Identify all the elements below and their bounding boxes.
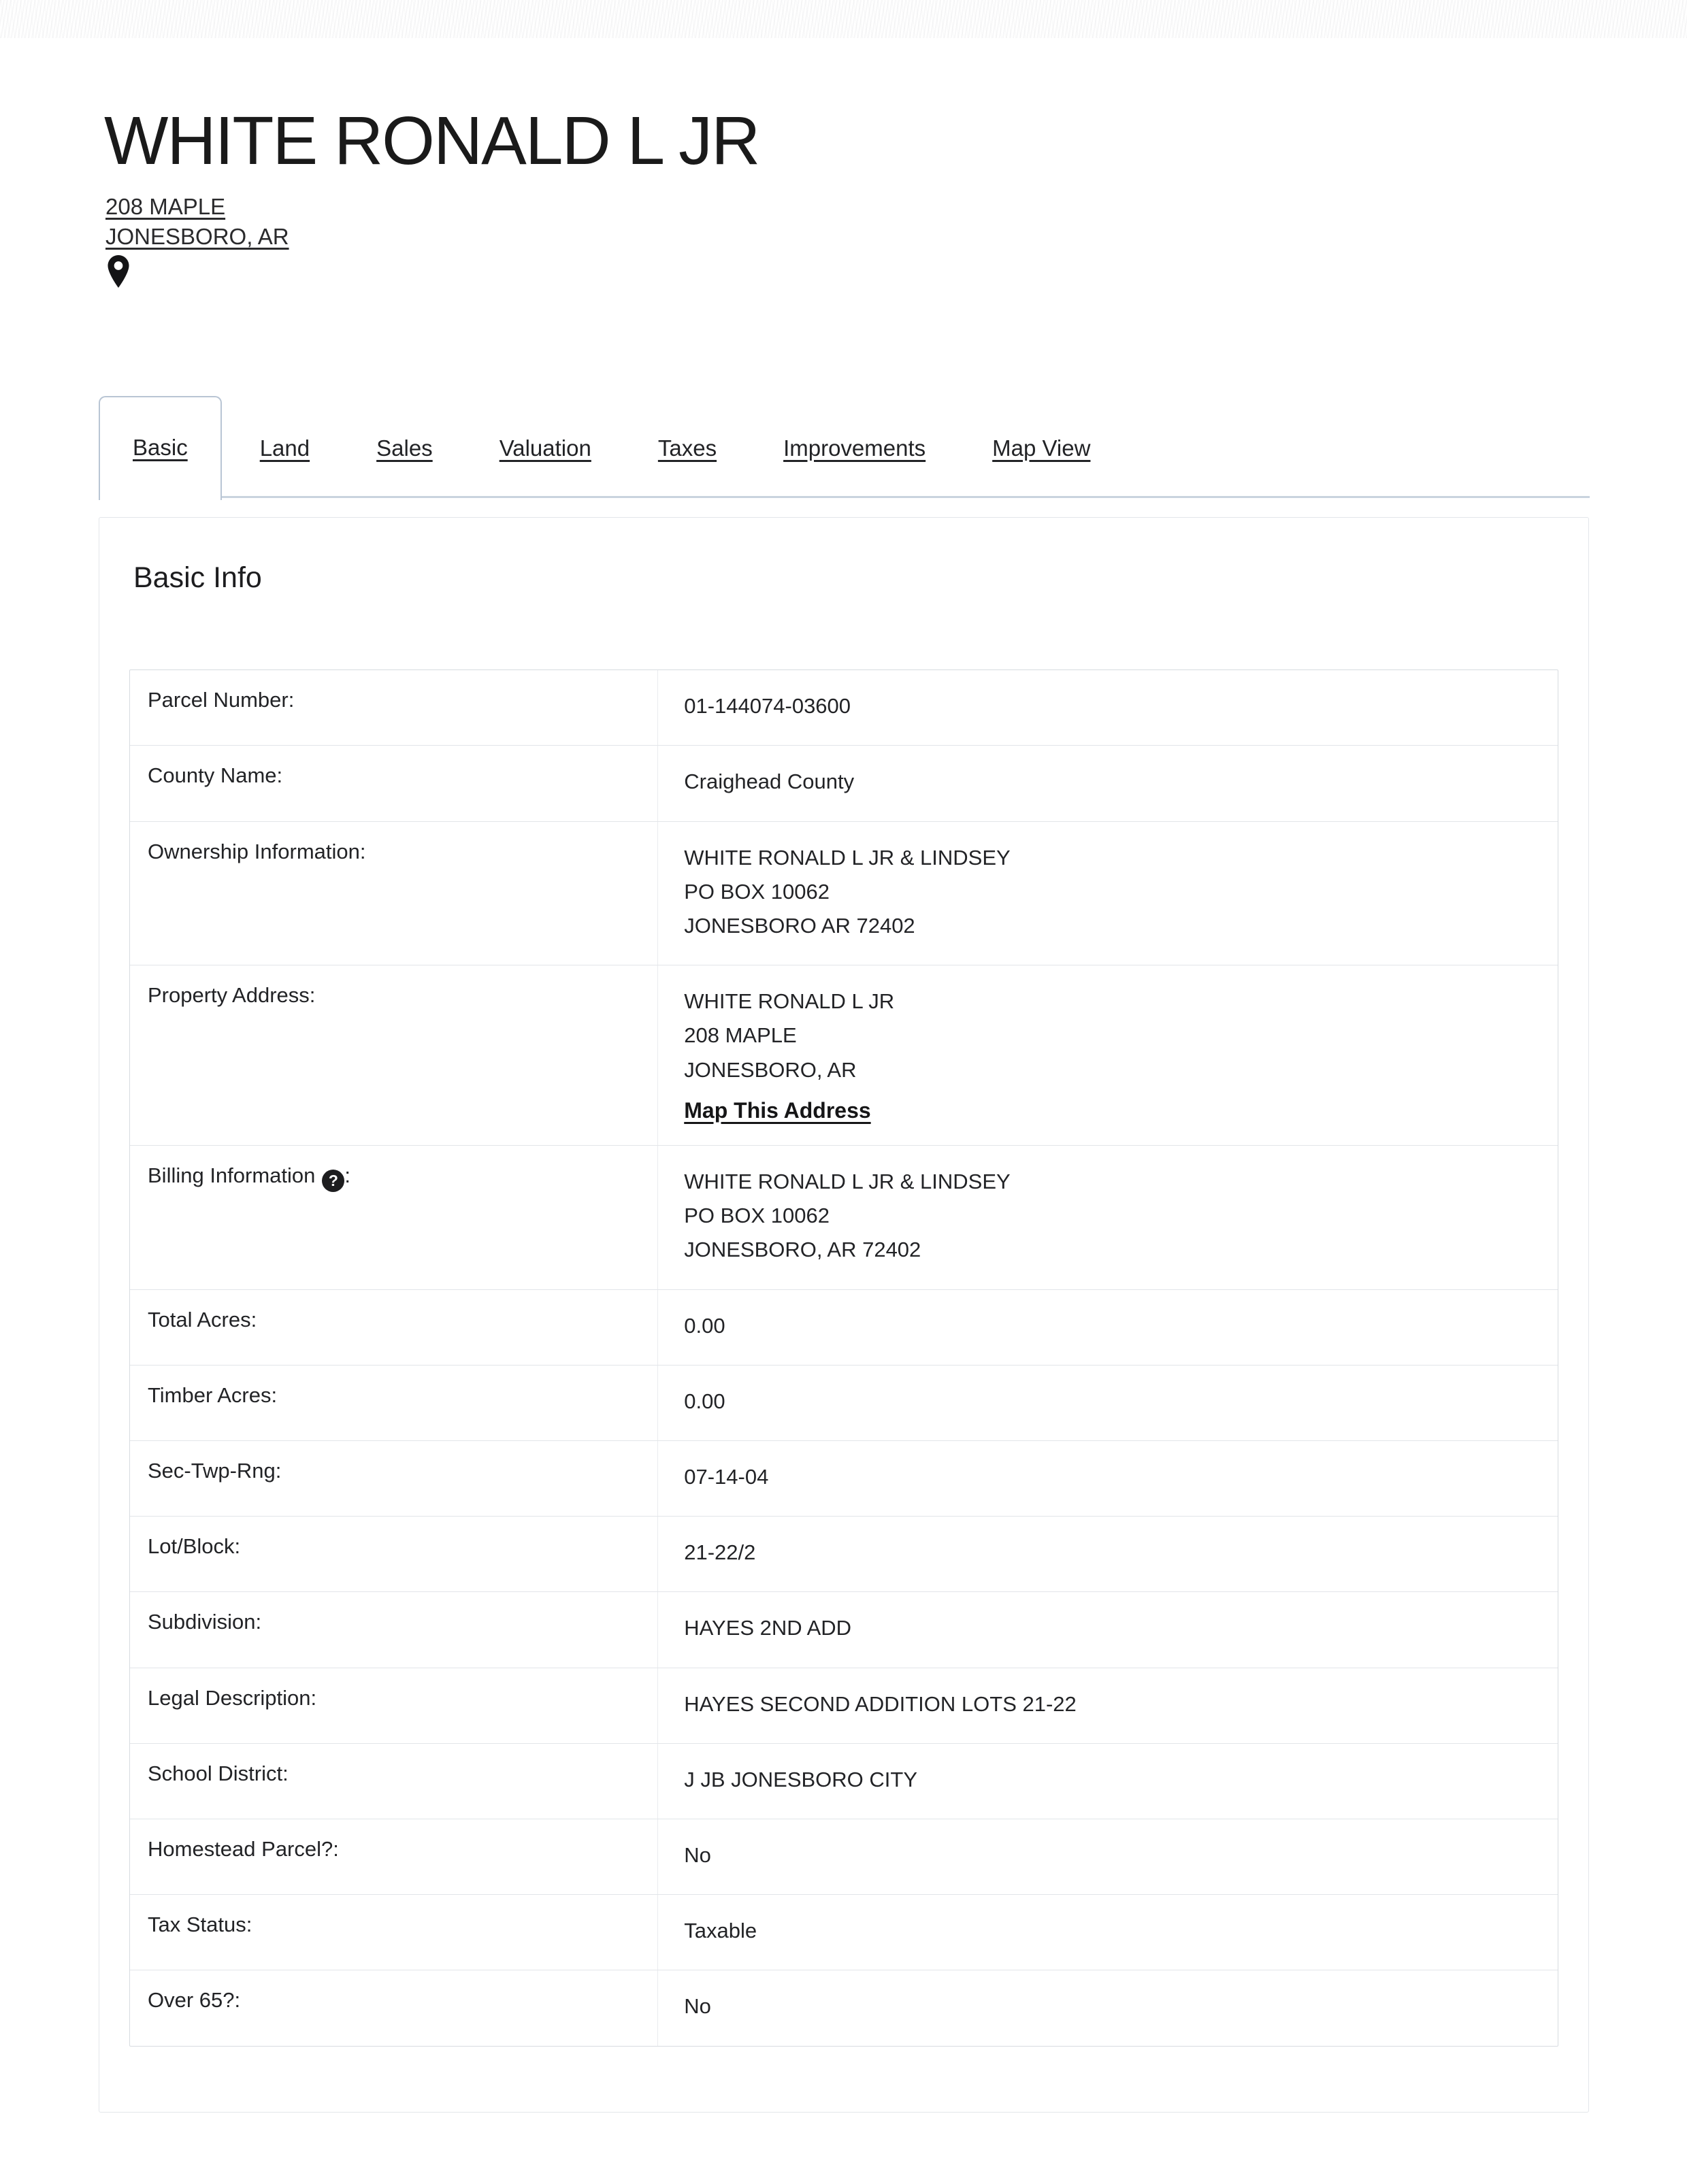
row-value-line: PO BOX 10062 <box>684 879 830 904</box>
row-label <box>130 670 658 745</box>
row-value-line: JONESBORO, AR <box>684 1057 857 1082</box>
table-row <box>130 1441 1558 1517</box>
row-label-text: School District: <box>148 1761 289 1785</box>
row-value <box>658 822 1558 965</box>
row-value-line: 21-22/2 <box>684 1540 756 1565</box>
row-value <box>658 1592 1558 1667</box>
row-label <box>130 1290 658 1365</box>
tab-taxes[interactable] <box>629 398 745 498</box>
table-row <box>130 746 1558 821</box>
tab-valuation[interactable] <box>471 398 620 498</box>
row-value <box>658 1819 1558 1894</box>
map-pin-icon[interactable] <box>107 255 1589 291</box>
help-icon[interactable]: ? <box>322 1170 344 1192</box>
row-value <box>658 965 1558 1145</box>
tab-label[interactable]: Sales <box>376 435 433 461</box>
row-value <box>658 1668 1558 1743</box>
tab-sales[interactable] <box>348 398 461 498</box>
row-label-text: Tax Status: <box>148 1913 252 1937</box>
table-row <box>130 965 1558 1146</box>
tab-label[interactable]: Taxes <box>657 435 717 461</box>
row-value-line: WHITE RONALD L JR & LINDSEY <box>684 845 1011 870</box>
address-street-link[interactable]: 208 MAPLE <box>105 194 226 219</box>
row-label <box>130 1146 658 1289</box>
row-value <box>658 1146 1558 1289</box>
row-value <box>658 1970 1558 2045</box>
row-value <box>658 670 1558 745</box>
row-value-line: WHITE RONALD L JR <box>684 989 895 1014</box>
page-title: WHITE RONALD L JR <box>104 103 759 179</box>
table-row <box>130 1290 1558 1366</box>
basic-info-table <box>129 669 1558 2047</box>
row-label-suffix: : <box>344 1163 351 1187</box>
row-label-text: Homestead Parcel?: <box>148 1837 339 1862</box>
row-value-line: JONESBORO AR 72402 <box>684 913 915 938</box>
row-value-line: 208 MAPLE <box>684 1023 797 1048</box>
row-value <box>658 1366 1558 1440</box>
row-value-line: J JB JONESBORO CITY <box>684 1767 918 1791</box>
row-label <box>130 965 658 1145</box>
row-value-line: Craighead County <box>684 770 855 794</box>
row-value-line: WHITE RONALD L JR & LINDSEY <box>684 1169 1011 1193</box>
table-row <box>130 670 1558 746</box>
table-row <box>130 1366 1558 1441</box>
row-value-line: Taxable <box>684 1919 757 1943</box>
row-label-text: Lot/Block: <box>148 1534 241 1559</box>
row-value-line: No <box>684 1843 711 1868</box>
row-label <box>130 1441 658 1516</box>
row-value-line: 0.00 <box>684 1389 725 1413</box>
row-label <box>130 746 658 821</box>
tab-land[interactable] <box>231 398 338 498</box>
tab-label[interactable]: Map View <box>992 435 1091 461</box>
row-value-line: 01-144074-03600 <box>684 694 851 718</box>
tab-map-view[interactable] <box>964 398 1119 498</box>
table-row <box>130 1819 1558 1895</box>
row-value-line: JONESBORO, AR 72402 <box>684 1238 921 1262</box>
row-label-text: Legal Description: <box>148 1685 317 1710</box>
row-label-text: Ownership Information: <box>148 839 366 863</box>
row-label <box>130 1366 658 1440</box>
row-value <box>658 1290 1558 1365</box>
row-label-text: Property Address: <box>148 983 316 1008</box>
tab-label[interactable]: Land <box>259 435 310 461</box>
row-value-line: PO BOX 10062 <box>684 1204 830 1228</box>
row-label-text: County Name: <box>148 763 283 788</box>
page-content <box>99 0 1589 2113</box>
row-value <box>658 1895 1558 1970</box>
table-row <box>130 1895 1558 1970</box>
row-label <box>130 822 658 965</box>
tab-improvements[interactable] <box>755 398 954 498</box>
row-label-text: Billing Information <box>148 1163 316 1187</box>
row-label <box>130 1668 658 1743</box>
panel-heading: Basic Info <box>133 561 262 595</box>
row-label-text: Over 65?: <box>148 1988 241 2013</box>
row-label-text: Total Acres: <box>148 1307 257 1331</box>
map-this-address-link[interactable]: Map This Address <box>684 1097 871 1123</box>
row-label-text: Subdivision: <box>148 1610 262 1634</box>
tab-label[interactable]: Valuation <box>499 435 591 461</box>
row-value-line: HAYES SECOND ADDITION LOTS 21-22 <box>684 1691 1077 1716</box>
row-value <box>658 746 1558 821</box>
row-label <box>130 1517 658 1591</box>
table-row <box>130 1970 1558 2045</box>
table-row <box>130 1517 1558 1592</box>
row-label-text: Sec-Twp-Rng: <box>148 1458 282 1483</box>
row-label <box>130 1744 658 1819</box>
row-label <box>130 1592 658 1667</box>
row-value-line: 0.00 <box>684 1313 725 1338</box>
row-value-line: HAYES 2ND ADD <box>684 1616 852 1640</box>
row-value-line: No <box>684 1994 711 2019</box>
row-value <box>658 1441 1558 1516</box>
tab-label[interactable]: Basic <box>133 435 188 461</box>
table-row <box>130 822 1558 966</box>
row-value-line: 07-14-04 <box>684 1464 769 1489</box>
tab-basic[interactable] <box>99 396 222 500</box>
table-row <box>130 1668 1558 1744</box>
basic-info-panel <box>99 517 1589 2113</box>
address-city-link[interactable]: JONESBORO, AR <box>105 223 289 249</box>
row-label <box>130 1895 658 1970</box>
table-row <box>130 1744 1558 1819</box>
table-row <box>130 1592 1558 1668</box>
row-label-text: Timber Acres: <box>148 1383 278 1407</box>
row-label <box>130 1819 658 1894</box>
row-label <box>130 1970 658 2045</box>
tab-label[interactable]: Improvements <box>783 435 926 461</box>
row-label-text: Parcel Number: <box>148 688 295 712</box>
row-value <box>658 1517 1558 1591</box>
table-row <box>130 1146 1558 1290</box>
row-value <box>658 1744 1558 1819</box>
property-address-block <box>105 192 1589 291</box>
tab-bar <box>99 396 1589 498</box>
